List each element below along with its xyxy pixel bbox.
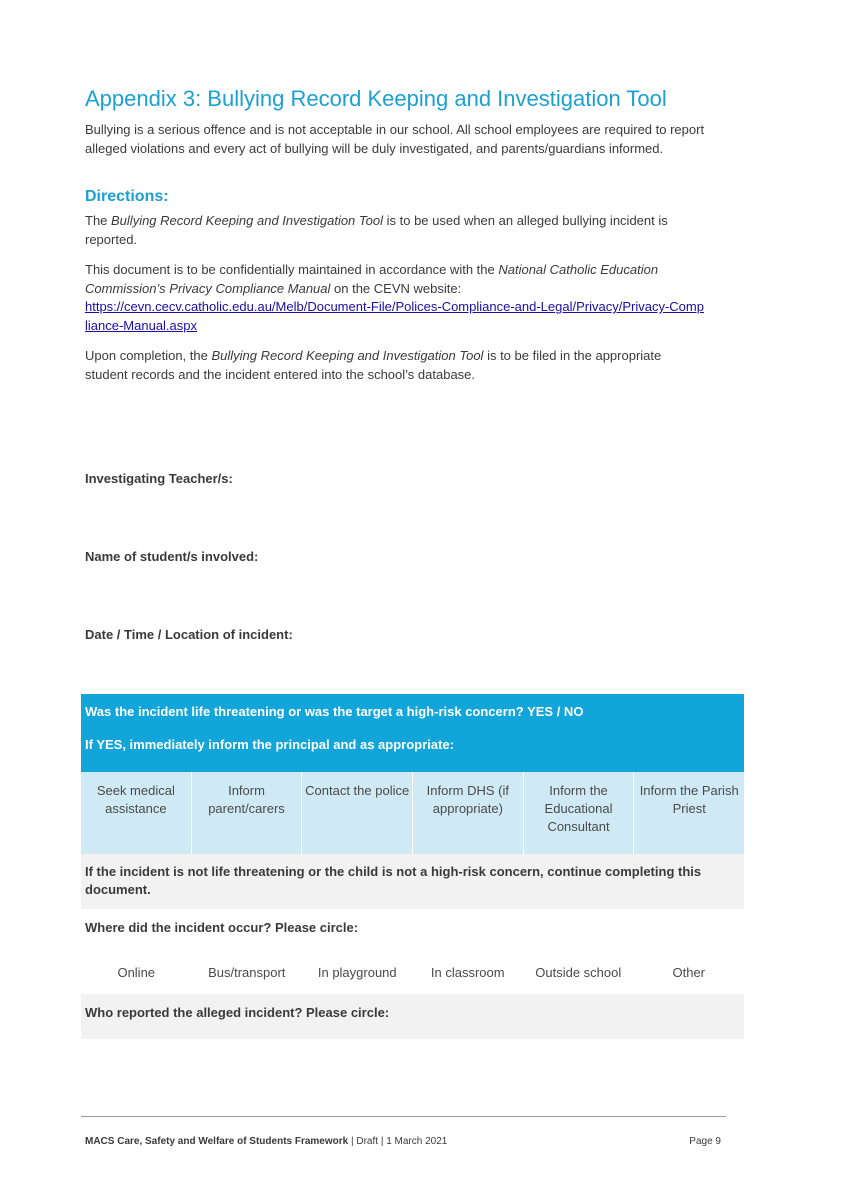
privacy-manual-link[interactable]: https://cevn.cecv.catholic.edu.au/Melb/Document-File/Polices-Compliance-and-Legal/Privacy/Privacy-Compliance-Manual.aspx: [85, 299, 704, 333]
student-names-label: Name of student/s involved:: [85, 549, 259, 564]
directions-p1-text: The: [85, 213, 112, 228]
location-option[interactable]: In playground: [317, 964, 397, 980]
incident-table: [81, 694, 744, 1039]
action-option[interactable]: Inform the Parish Priest: [639, 783, 739, 816]
page-title: Appendix 3: Bullying Record Keeping and Investigation Tool: [85, 86, 667, 111]
location-option[interactable]: In classroom: [430, 964, 505, 980]
directions-heading: Directions:: [85, 188, 169, 205]
directions-p2-text: This document is to be confidentially maintained in accordance with the: [85, 262, 499, 277]
table-header: [81, 694, 744, 772]
inform-principal-instruction: If YES, immediately inform the principal and as appropriate:: [85, 737, 454, 752]
action-option[interactable]: Inform parent/carers: [192, 772, 303, 854]
directions-p1-text-end: is to be used when an alleged bullying incident is reported.: [85, 213, 668, 247]
directions-paragraph-2: [85, 261, 705, 335]
directions-paragraph-3: [85, 347, 705, 384]
page-footer: [85, 1136, 721, 1147]
action-options-row: [81, 772, 744, 854]
action-option[interactable]: Inform DHS (if appropriate): [413, 772, 524, 854]
footer-document-info: [85, 1136, 447, 1147]
where-question: Where did the incident occur? Please circle:: [81, 909, 744, 950]
tool-name-emphasis: Bullying Record Keeping and Investigation Tool: [111, 213, 383, 228]
life-threatening-question: Was the incident life threatening or was the target a high-risk concern? YES / NO: [85, 704, 584, 719]
privacy-manual-emphasis: National Catholic Education Commission’s Privacy Compliance Manual: [85, 262, 659, 296]
action-option[interactable]: Inform the Educational Consultant: [524, 772, 635, 854]
directions-p3-text: Upon completion, the: [85, 348, 212, 363]
page-number: Page 9: [689, 1136, 721, 1147]
continue-note: If the incident is not life threatening or the child is not a high-risk concern, continue completing this document.: [81, 854, 744, 909]
location-option[interactable]: Bus/transport: [208, 964, 286, 980]
footer-framework-title: MACS Care, Safety and Welfare of Students Framework: [85, 1136, 349, 1147]
footer-divider: [81, 1116, 726, 1117]
location-option[interactable]: Other: [672, 964, 705, 980]
location-options-row: [81, 950, 744, 994]
main-content: [85, 84, 745, 384]
date-time-location-label: Date / Time / Location of incident:: [85, 627, 293, 642]
action-option[interactable]: Seek medical assistance: [81, 772, 192, 854]
directions-p2-text-end: on the CEVN website:: [330, 280, 462, 296]
directions-p3-text-end: is to be filed in the appropriate student records and the incident entered into the school’s database.: [85, 348, 662, 382]
intro-paragraph: Bullying is a serious offence and is not acceptable in our school. All school employees are required to report alleged violations and every act of bullying will be duly investigated, and parents/guardians informed.: [85, 122, 705, 156]
who-reported-question: Who reported the alleged incident? Please circle:: [81, 994, 744, 1039]
action-option[interactable]: Contact the police: [302, 772, 413, 854]
footer-draft-date: | Draft | 1 March 2021: [348, 1136, 448, 1147]
investigating-teacher-label: Investigating Teacher/s:: [85, 471, 233, 486]
location-option[interactable]: Online: [117, 964, 156, 980]
tool-name-emphasis-2: Bullying Record Keeping and Investigation Tool: [211, 348, 484, 363]
location-option[interactable]: Outside school: [535, 964, 622, 980]
directions-paragraph-1: [85, 212, 705, 249]
